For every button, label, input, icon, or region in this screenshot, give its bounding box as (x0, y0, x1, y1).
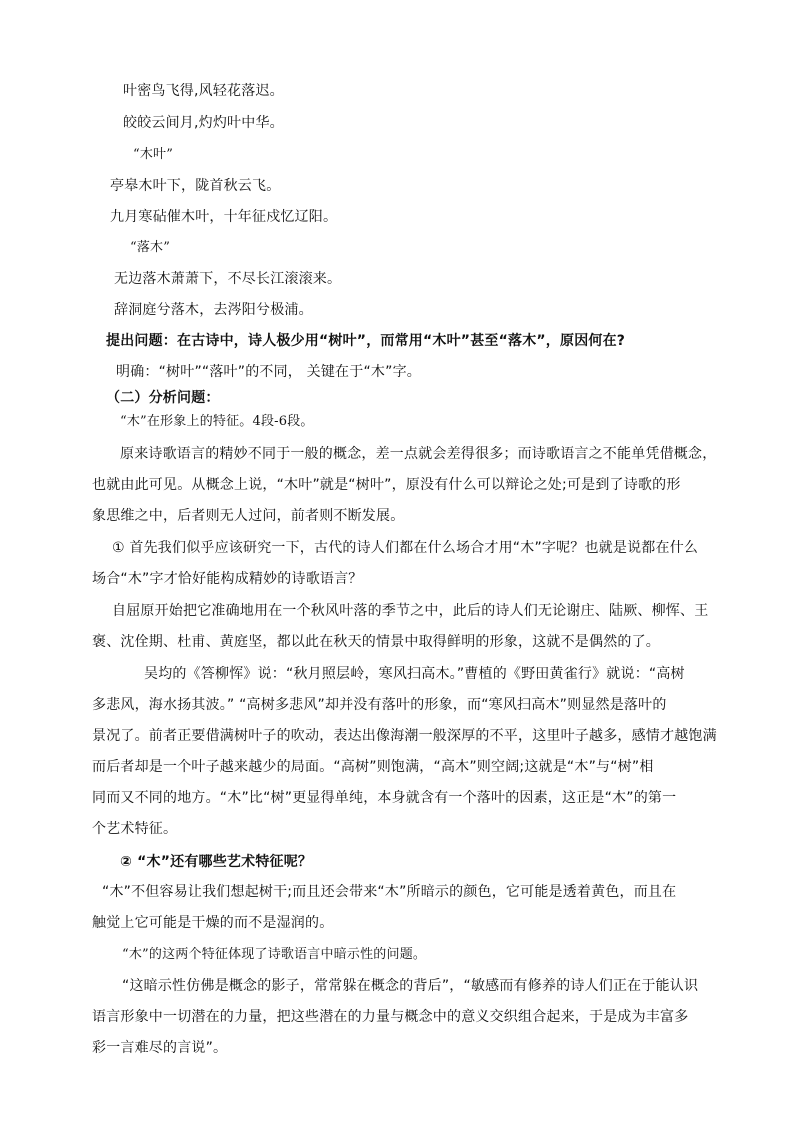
paragraph-line: 吴均的《答柳恽》说：“秋月照层岭，寒风扫高木。”曹植的《野田黄雀行》就说：“高树 (144, 666, 685, 682)
note-line: “木”的这两个特征体现了诗歌语言中暗示性的问题。 (122, 947, 427, 962)
poem-line: 亭皋木叶下，陇首秋云飞。 (110, 178, 281, 194)
subsection-heading: ② “木”还有哪些艺术特征呢？ (120, 854, 313, 870)
note-line: “木”在形象上的特征。4段-6段。 (120, 414, 314, 429)
paragraph-line: 景况了。前者正要借满树叶子的吹动，表达出像海潮一般深厚的不平，这里叶子越多，感情才越饱满 (92, 728, 717, 744)
paragraph-line: 而后者却是一个叶子越来越少的局面。“高树”则饱满，“高木”则空阔;这就是“木”与“树”相 (92, 759, 654, 775)
paragraph-line: 原来诗歌语言的精妙不同于一般的概念，差一点就会差得很多；而诗歌语言之不能单凭借概念， (120, 446, 717, 462)
paragraph-line: 语言形象中一切潜在的力量，把这些潜在的力量与概念中的意义交织组合起来，于是成为丰富多 (92, 1009, 689, 1025)
section-heading: （二）分析问题： (106, 390, 220, 406)
poem-line: 九月寒砧催木叶，十年征戍忆辽阳。 (110, 209, 338, 225)
paragraph-line: 个艺术特征。 (92, 821, 178, 837)
paragraph-line: 场合“木”字才恰好能构成精妙的诗歌语言？ (92, 571, 363, 587)
poem-heading: “木叶” (133, 147, 174, 162)
paragraph-line: 自屈原开始把它准确地用在一个秋风叶落的季节之中，此后的诗人们无论谢庄、陆厥、柳恽、王 (112, 603, 709, 619)
paragraph-line: 褒、沈佺期、杜甫、黄庭坚，都以此在秋天的情景中取得鲜明的形象，这就不是偶然的了。 (92, 634, 660, 650)
poem-line: 无边落木萧萧下，不尽长江滚滚来。 (114, 271, 342, 287)
poem-heading: “落木” (130, 240, 171, 255)
paragraph-line: ① 首先我们似乎应该研究一下，古代的诗人们都在什么场合才用“木”字呢？也就是说都在什么 (112, 540, 699, 556)
poem-line: 皎皎云间月,灼灼叶中华。 (123, 115, 284, 131)
paragraph-line: “木”不但容易让我们想起树干;而且还会带来“木”所暗示的颜色，它可能是透着黄色，而且在 (102, 884, 677, 900)
poem-line: 叶密鸟飞得,风轻花落迟。 (123, 83, 284, 99)
paragraph-line: 多悲风，海水扬其波。” “高树多悲风”却并没有落叶的形象，而“寒风扫高木”则显然是落叶的 (92, 697, 667, 713)
paragraph-line: 同而又不同的地方。“木”比“树”更显得单纯，本身就含有一个落叶的因素，这正是“木”的第一 (92, 790, 677, 806)
paragraph-line: “这暗示性仿佛是概念的影子，常常躲在概念的背后”，“敏感而有修养的诗人们正在于能认识 (122, 978, 699, 994)
question-heading: 提出问题：在古诗中，诗人极少用“树叶”，而常用“木叶”甚至“落木”，原因何在? (106, 333, 626, 349)
paragraph-line: 触觉上它可能是干燥的而不是湿润的。 (92, 915, 334, 931)
poem-line: 辞洞庭兮落木，去涔阳兮极浦。 (114, 302, 313, 318)
paragraph-line: 也就由此可见。从概念上说，“木叶”就是“树叶”，原没有什么可以辩论之处;可是到了诗歌的形 (92, 477, 681, 493)
paragraph-line: 彩一言难尽的言说”。 (92, 1040, 228, 1056)
paragraph-line: 象思维之中，后者则无人过问，前者则不断发展。 (92, 508, 405, 524)
answer-line: 明确：“树叶”“落叶”的不同， 关键在于“木”字。 (116, 364, 421, 380)
